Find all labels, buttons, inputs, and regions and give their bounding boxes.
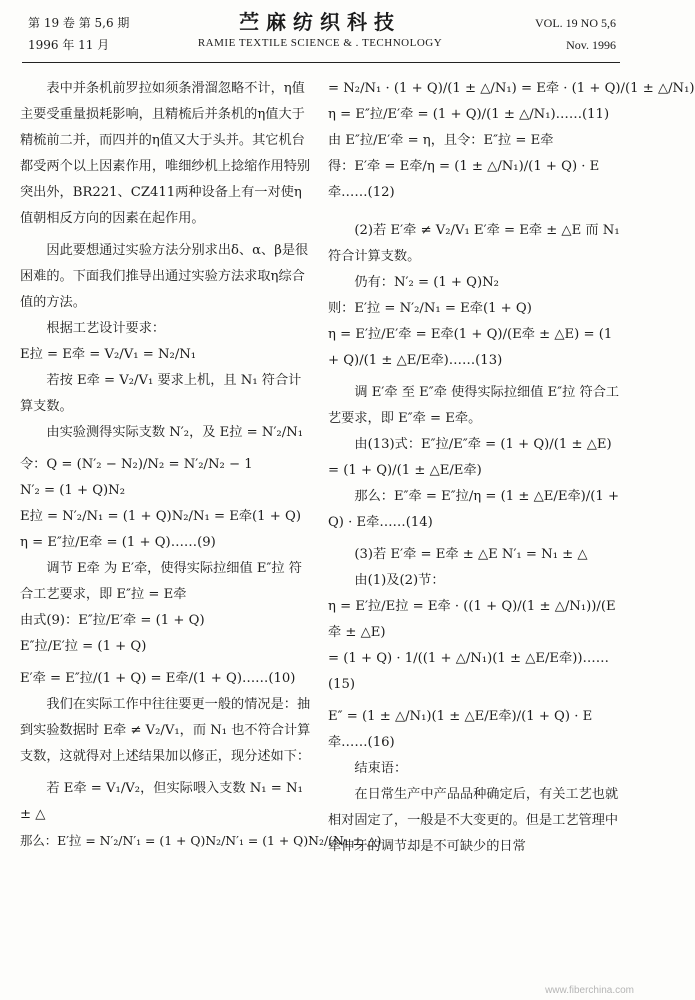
date-en: Nov. 1996: [566, 38, 616, 52]
equation: = N₂/N₁ · (1 + Q)/(1 ± △/N₁) = E牵 · (1 + Q)/(1 ± △/N₁): [328, 81, 695, 96]
paragraph: 由式(9)：E″拉/E′牵 = (1 + Q): [20, 613, 205, 628]
equation: 则：E′拉 = N′₂/N₁ = E牵(1 + Q): [328, 301, 532, 316]
paragraph: 因此要想通过实验方法分别求出δ、α、β是很困难的。下面我们推导出通过实验方法求取η综合值的方法。: [20, 243, 309, 310]
equation: 得：E′牵 = E牵/η = (1 ± △/N₁)/(1 + Q) · E牵……(12): [328, 159, 600, 200]
journal-title-cn: 苎麻纺织科技: [239, 10, 401, 34]
equation: E″拉/E′拉 = (1 + Q): [20, 639, 147, 654]
paragraph: 若按 E牵 = V₂/V₁ 要求上机，且 N₁ 符合计算支数。: [20, 373, 302, 414]
paragraph: 若 E牵 = V₁/V₂，但实际喂入支数 N₁ = N₁ ± △: [20, 781, 303, 822]
paragraph: 调节 E牵 为 E′牵，使得实际拉细值 E″拉 符合工艺要求，即 E″拉 = E牵: [20, 561, 302, 602]
paragraph: (3)若 E′牵 = E牵 ± △E N′₁ = N₁ ± △: [354, 547, 588, 562]
equation: 那么：E′拉 = N′₂/N′₁ = (1 + Q)N₂/N′₁ = (1 + Q)N₂/(N₁ ± △): [20, 833, 382, 848]
journal-title-en: RAMIE TEXTILE SCIENCE & . TECHNOLOGY: [197, 37, 443, 49]
section-heading: 结束语：: [354, 761, 408, 776]
journal-header: [0, 0, 640, 68]
header-right: [535, 12, 616, 56]
equation: 由(13)式：E″拉/E″牵 = (1 + Q)/(1 ± △E) = (1 + Q)/(1 ± △E/E牵): [328, 437, 612, 478]
paragraph: (2)若 E′牵 ≠ V₂/V₁ E′牵 = E牵 ± △E 而 N₁ 符合计算支数。: [328, 223, 620, 264]
equation: η = E′拉/E拉 = E牵 · ((1 + Q)/(1 ± △/N₁))/(E牵 ± △E): [328, 599, 616, 640]
equation: η = E″拉/E牵 = (1 + Q)……(9): [20, 535, 216, 550]
right-column: [328, 76, 695, 860]
paragraph: 表中并条机前罗拉如须条滑溜忽略不计，η值主要受重量损耗影响，且精梳后并条机的η值大于精梳前二并，而四并的η值又大于头并。其它机台都受两个以上因素作用，唯细纱机上捻缩作用特别突出外，BR221、CZ411两种设备上有一对使η值朝相反方向的因素在起作用。: [20, 81, 311, 226]
equation: 令：Q = (N′₂ − N₂)/N₂ = N′₂/N₂ − 1: [20, 457, 253, 472]
paragraph: 由(1)及(2)节：: [354, 573, 445, 588]
equation: E拉 = N′₂/N₁ = (1 + Q)N₂/N₁ = E牵(1 + Q): [20, 509, 301, 524]
paragraph: 我们在实际工作中往往要更一般的情况是：抽到实验数据时 E牵 ≠ V₂/V₁，而 N₁ 也不符合计算支数，这就得对上述结果加以修正，现分述如下：: [20, 697, 311, 764]
paragraph: 调 E′牵 至 E″牵 使得实际拉细值 E″拉 符合工艺要求，即 E″牵 = E牵。: [328, 385, 620, 426]
paragraph: 根据工艺设计要求：: [46, 321, 166, 336]
paragraph: 仍有：N′₂ = (1 + Q)N₂: [354, 275, 499, 290]
header-rule: [22, 62, 620, 63]
paragraph: 在日常生产中产品品种确定后，有关工艺也就相对固定了，一般是不大变更的。但是工艺管理中牵伸牙的调节却是不可缺少的日常: [328, 787, 619, 854]
equation: η = E″拉/E′牵 = (1 + Q)/(1 ± △/N₁)……(11): [328, 107, 610, 122]
equation: = (1 + Q) · 1/((1 + △/N₁)(1 ± △E/E牵))……(15): [328, 651, 609, 692]
watermark: www.fiberchina.com: [545, 985, 634, 996]
equation: E″ = (1 ± △/N₁)(1 ± △E/E牵)/(1 + Q) · E牵……(16): [328, 709, 593, 750]
date-cn: 1996 年 11 月: [28, 38, 110, 52]
volume-cn: 第 19 卷 第 5,6 期: [28, 16, 130, 30]
equation: 那么：E″牵 = E″拉/η = (1 ± △E/E牵)/(1 + Q) · E牵……(14): [328, 489, 620, 530]
equation: N′₂ = (1 + Q)N₂: [20, 483, 126, 498]
equation: E拉 = E牵 = V₂/V₁ = N₂/N₁: [20, 347, 197, 362]
paragraph: 由实验测得实际支数 N′₂，及 E拉 = N′₂/N₁: [46, 425, 303, 440]
volume-en: VOL. 19 NO 5,6: [535, 16, 616, 30]
paragraph: 由 E″拉/E′牵 = η，且令：E″拉 = E牵: [328, 133, 554, 148]
equation: E′牵 = E″拉/(1 + Q) = E牵/(1 + Q)……(10): [20, 671, 296, 686]
equation: η = E′拉/E′牵 = E牵(1 + Q)/(E牵 ± △E) = (1 + Q)/(1 ± △E/E牵)……(13): [328, 327, 613, 368]
